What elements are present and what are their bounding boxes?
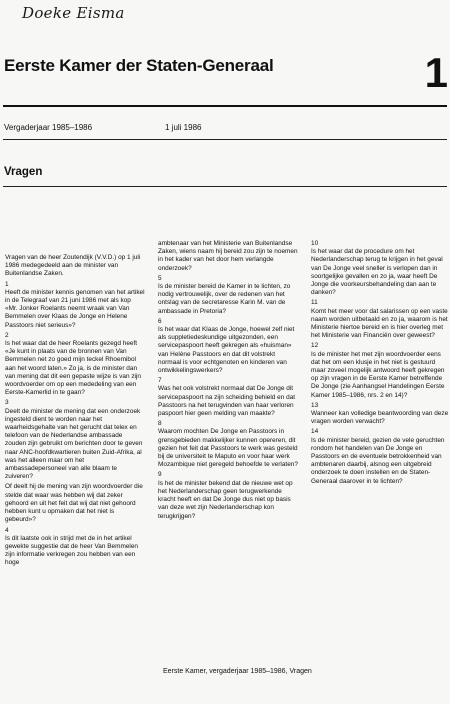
question-number: 13 — [311, 401, 319, 409]
paragraph: Waarom mochten De Jonge en Passtoors in grensgebieden makkelijker kunnen opereren, dit gezien het feit dat Passtoors te werk was gesteld bij de universiteit te Maputo en voor haar werk Mozambique niet geregeld behoefde te verlaten? — [158, 428, 298, 469]
issue-number: 1 — [424, 49, 448, 96]
text-column-3 — [311, 240, 450, 488]
question-number: 11 — [311, 299, 318, 307]
meta-rule — [3, 139, 447, 140]
section-title: Vragen — [4, 166, 43, 178]
paragraph: Wanneer kan volledige beantwoording van deze vragen worden verwacht? — [311, 410, 449, 426]
question-number: 14 — [311, 428, 319, 436]
header-rule — [3, 105, 447, 107]
paragraph: Deelt de minister de mening dat een onderzoek ingesteld dient te worden naar het waarheidsgehalte van het gerucht dat telex en telefoon van de Nederlandse ambassade zouden zijn gebruikt om berichten door te geven naar ANC-hoofdkwartieren buiten Zuid-Afrika, al was het alleen maar om het ambassadepersoneel van alle blaam te zuiveren? — [5, 407, 143, 481]
paragraph: Is de minister bereid de Kamer in te lichten, zo nodig vertrouwelijk, over de redenen van het ontslag van de secretaresse Karin M. van de ambassade in Pretoria? — [158, 283, 291, 315]
text-column-1 — [5, 254, 145, 570]
session-date: 1 juli 1986 — [165, 123, 202, 132]
paragraph: Komt het meer voor dat salarissen op een vaste naam worden uitbetaald en zo ja, waarom is het Ministerie hiertoe bereid en is hier overleg met het Ministerie van Financiën over geweest? — [311, 307, 448, 340]
handwritten-signature: Doeke Eisma — [22, 4, 125, 22]
question-number: 2 — [5, 331, 9, 339]
paragraph: Is het waar dat Klaas de Jonge, hoewel zelf niet als suppletiedeskundige uitgezonden, een servicepaspoort heeft gekregen als «huisman» van Helène Passtoors en dat dit volstrekt normaal is voor echtgenoten en kinderen van ontwikkelingswerkers? — [158, 326, 295, 375]
question-number: 12 — [311, 342, 319, 350]
paragraph: Was het ook volstrekt normaal dat De Jonge dit servicepaspoort na zijn scheiding behield en dat Passtoors na het terugvinden van haar verloren paspoort hier geen melding van maakte? — [158, 385, 296, 418]
page-footer: Eerste Kamer, vergaderjaar 1985–1986, Vragen — [163, 668, 312, 675]
paragraph: Is de minister bereid, gezien de vele geruchten rondom het handelen van De Jonge en Passtoors en de eventuele betrokkenheid van ambtenaren daarbij, alsnog een uitgebreid onderzoek te doen instellen en de Staten-Generaal daarover in te lichten? — [311, 436, 445, 485]
question-number: 8 — [158, 420, 162, 428]
section-rule — [3, 186, 447, 187]
question-number: 1 — [5, 280, 9, 288]
question-number: 6 — [158, 317, 162, 325]
paragraph: Is dit laatste ook in strijd met de in het artikel gewekte suggestie dat de heer Van Bemmelen zijn informatie verkregen zou hebben van een hoge — [5, 534, 139, 567]
question-number: 7 — [158, 377, 162, 385]
paragraph: Heeft de minister kennis genomen van het artikel in de Telegraaf van 21 juni 1986 met als kop «Mr. Jonker Roelants neemt wraak van Van Bemmelen over Klaas de Jonge en Helene Passtoors niet serieus»? — [5, 288, 145, 329]
question-number: 3 — [5, 399, 9, 407]
question-number: 9 — [158, 471, 162, 479]
paragraph: Is het waar dat de procedure om het Nederlanderschap terug te krijgen in het geval van De Jonge veel sneller is verlopen dan in soortgelijke gevallen en zo ja, waar heeft De Jonge die voorkeursbehandeling dan aan te danken? — [311, 248, 443, 297]
paragraph: Is de minister het met zijn woordvoerder eens dat het om een klusje in het niet is gestuurd maar zoveel mogelijk antwoord heeft gekregen op zijn vragen in de Eerste Kamer betreffende De Jonge (zie Aanhangsel Handelingen Eerste Kamer 1985–1986, nrs. 2 en 14)? — [311, 350, 445, 399]
paragraph: Vragen van de heer Zoutendijk (V.V.D.) op 1 juli 1986 medegedeeld aan de minister van Buitenlandse Zaken. — [5, 254, 141, 278]
page-title: Eerste Kamer der Staten-Generaal — [4, 56, 274, 75]
session-year: Vergaderjaar 1985–1986 — [4, 123, 93, 132]
paragraph: ambtenaar van het Ministerie van Buitenlandse Zaken, wiens naam hij bereid zou zijn te noemen in het kader van het door hem verlangde onderzoek? — [158, 240, 298, 272]
paragraph: Is het waar dat de heer Roelants gezegd heeft «Je kunt in plaats van de bronnen van Van Bemmelen net zo goed mijn teckel Rhoemibol aan het woord laten.» Zo ja, is de minister dan van mening dat dit een gepaste wijze is van zijn woordvoerder om op een mededeling van een Eerste-Kamerlid in te gaan? — [5, 340, 141, 397]
text-column-2 — [158, 240, 298, 523]
paragraph: Is het de minister bekend dat de nieuwe wet op het Nederlanderschap geen terugwerkende kracht heeft en dat De Jonge dus niet op basis van deze wet zijn Nederlanderschap kon terugkrijgen? — [158, 479, 293, 520]
question-number: 4 — [5, 526, 9, 534]
paragraph: Of deelt hij de mening van zijn woordvoerder die stelde dat waar was hebben wij dat zeker gehoord en uit het feit dat wij dat niet gehoord hebben kunt u opmaken dat het niet is gebeurd»? — [5, 483, 143, 524]
question-number: 5 — [158, 274, 162, 282]
question-number: 10 — [311, 240, 319, 247]
